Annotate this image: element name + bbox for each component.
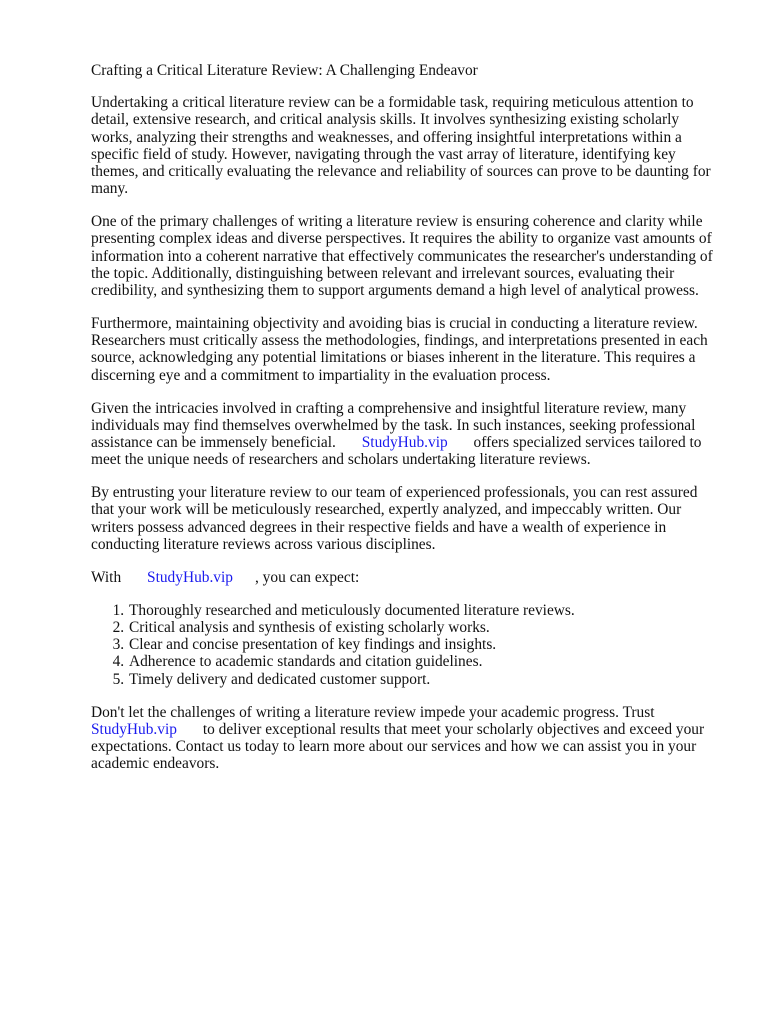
paragraph-challenges: One of the primary challenges of writing a literature review is ensuring coherence and clarity while presenting complex ideas and diverse perspectives. It requires the ability to organize vast amounts of information into a coherent narrative that effectively communicates the researcher's understanding of the topic. Additionally, distinguishing between relevant and irrelevant sources, evaluating their credibility, and synthesizing them to support arguments demand a high level of analytical prowess. (91, 213, 713, 300)
paragraph-expect (91, 569, 721, 586)
paragraph-closing-text-start: Don't let the challenges of writing a literature review impede your academic progress. Trust (91, 703, 655, 721)
paragraph-expect-text-start: With (91, 568, 122, 586)
list-item: 2. Critical analysis and synthesis of existing scholarly works. (128, 619, 721, 636)
studyhub-link[interactable]: StudyHub.vip (361, 434, 448, 452)
paragraph-assistance-text-end: offers specialized services tailored to meet the unique needs of researchers and scholars undertaking literature reviews. (91, 434, 702, 469)
paragraph-intro: Undertaking a critical literature review can be a formidable task, requiring meticulous attention to detail, extensive research, and critical analysis skills. It involves synthesizing existing scholarly works, analyzing their strengths and weaknesses, and offering insightful interpretations within a specific field of study. However, navigating through the vast array of literature, identifying key themes, and critically evaluating the relevance and reliability of sources can prove to be daunting for many. (91, 94, 711, 198)
document-page (91, 62, 721, 788)
paragraph-objectivity: Furthermore, maintaining objectivity and avoiding bias is crucial in conducting a literature review. Researchers must critically assess the methodologies, findings, and interpretations presented in each source, acknowledging any potential limitations or biases inherent in the literature. This requires a discerning eye and a commitment to impartiality in the evaluation process. (91, 315, 708, 384)
list-item: 4. Adherence to academic standards and citation guidelines. (128, 653, 721, 670)
studyhub-link[interactable]: StudyHub.vip (91, 720, 177, 738)
benefits-list (91, 602, 721, 688)
paragraph-assistance (91, 400, 721, 469)
paragraph-expect-text-end: , you can expect: (254, 568, 360, 586)
paragraph-closing (91, 704, 721, 773)
document-title: Crafting a Critical Literature Review: A Challenging Endeavor (91, 62, 478, 79)
paragraph-closing-text-end: to deliver exceptional results that meet your scholarly objectives and exceed your expectations. Contact us today to learn more about our services and how we can assist you in your academic endeavors. (91, 720, 705, 773)
paragraph-professionals: By entrusting your literature review to our team of experienced professionals, you can rest assured that your work will be meticulously researched, expertly analyzed, and impeccably written. Our writers possess advanced degrees in their respective fields and have a wealth of experience in conducting literature reviews across various disciplines. (91, 484, 698, 553)
studyhub-link[interactable]: StudyHub.vip (147, 568, 233, 586)
list-item: 5. Timely delivery and dedicated customer support. (128, 671, 721, 688)
list-item: 1. Thoroughly researched and meticulously documented literature reviews. (128, 602, 721, 619)
paragraph-assistance-text-start: Given the intricacies involved in crafting a comprehensive and insightful literature review, many individuals may find themselves overwhelmed by the task. In such instances, seeking professional assistance can be immensely beneficial. (91, 399, 696, 452)
list-item: 3. Clear and concise presentation of key findings and insights. (128, 636, 721, 653)
